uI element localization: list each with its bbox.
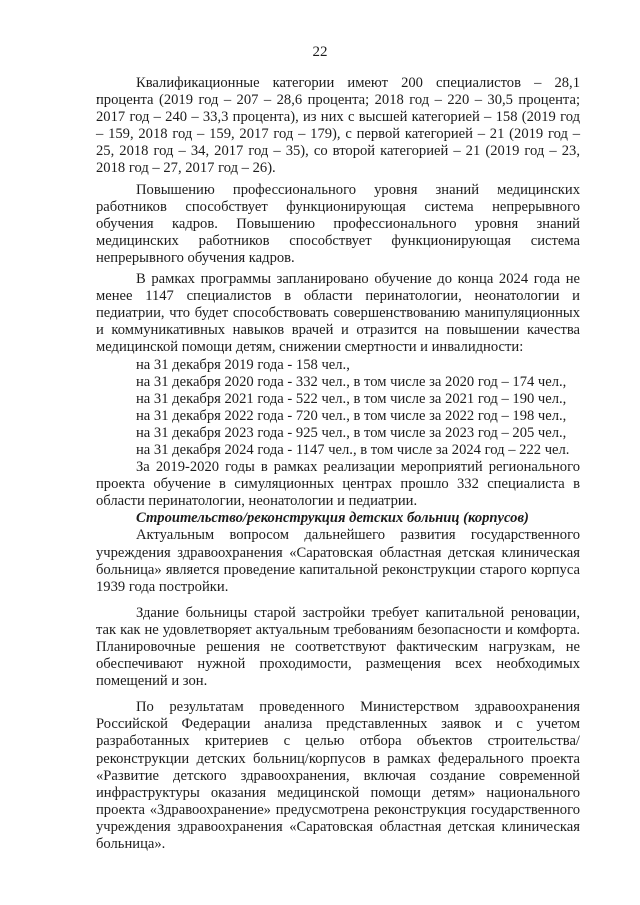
list-item: на 31 декабря 2019 года - 158 чел., [136, 356, 350, 373]
page-number: 22 [312, 44, 328, 60]
list-item: на 31 декабря 2024 года - 1147 чел., в том числе за 2024 год – 222 чел. [136, 441, 570, 458]
list-item: на 31 декабря 2022 года - 720 чел., в том числе за 2022 год – 198 чел., [136, 407, 567, 424]
paragraph-qualification-categories: Квалификационные категории имеют 200 специалистов – 28,1 процента (2019 год – 207 – 28,6 процента; 2018 год – 220 – 30,5 процента; 2017 год – 240 – 33,3 процента), из них с высшей категорией – 158 (2019 год – 159, 2018 год – 159, 2017 год – 179), с первой категорией – 21 (2019 год – 25, 2018 год – 34, 2017 год – 35), со второй категорией – 21 (2019 год – 23, 2018 год – 27, 2017 год – 26). [96, 75, 580, 177]
paragraph-building-condition: Здание больницы старой застройки требует капитальной реновации, так как не удовлетворяет актуальным требованиям безопасности и комфорта. Планировочные решения не соответствуют фактическим нагрузкам, не обеспечивают нужной проходимости, размещения всех необходимых помещений и зон. [96, 604, 580, 690]
paragraph-training-program: В рамках программы запланировано обучение до конца 2024 года не менее 1147 специалистов в области перинатологии, неонатологии и педиатрии, что будет способствовать совершенствованию манипуляционных и коммуникативных навыков врачей и отразится на повышении качества медицинской помощи детям, снижении смертности и инвалидности: [96, 271, 580, 356]
list-item: на 31 декабря 2023 года - 925 чел., в том числе за 2023 год – 205 чел., [136, 424, 567, 441]
section-heading: Строительство/реконструкция детских больниц (корпусов) [136, 510, 529, 527]
list-item: на 31 декабря 2021 года - 522 чел., в том числе за 2021 год – 190 чел., [136, 390, 567, 407]
document-body [96, 75, 580, 853]
paragraph-ministry-analysis: По результатам проведенного Министерством здравоохранения Российской Федерации анализа представленных заявок и с учетом разработанных критериев с целью отбора объектов строительства/реконструкции детских больниц/корпусов в рамках федерального проекта «Развитие детского здравоохранения, включая создание современной инфраструктуры оказания медицинской помощи детям» национального проекта «Здравоохранение» предусмотрена реконструкция государственного учреждения здравоохранения «Саратовская областная детская клиническая больница». [96, 699, 580, 853]
paragraph-continuous-education: Повышению профессионального уровня знаний медицинских работников способствует функционирующая система непрерывного обучения кадров. Повышению профессионального уровня знаний медицинских работников способствует функционирующая система непрерывного обучения кадров. [96, 181, 580, 266]
paragraph-reconstruction-issue: Актуальным вопросом дальнейшего развития государственного учреждения здравоохранения «Саратовская областная детская клиническая больница» является проведение капитальной реконструкции старого корпуса 1939 года постройки. [96, 527, 580, 595]
paragraph-simulation-training: За 2019-2020 годы в рамках реализации мероприятий регионального проекта обучение в симуляционных центрах прошло 332 специалиста в области перинатологии, неонатологии и педиатрии. [96, 459, 580, 510]
list-item: на 31 декабря 2020 года - 332 чел., в том числе за 2020 год – 174 чел., [136, 373, 567, 390]
training-targets-list [96, 357, 580, 460]
